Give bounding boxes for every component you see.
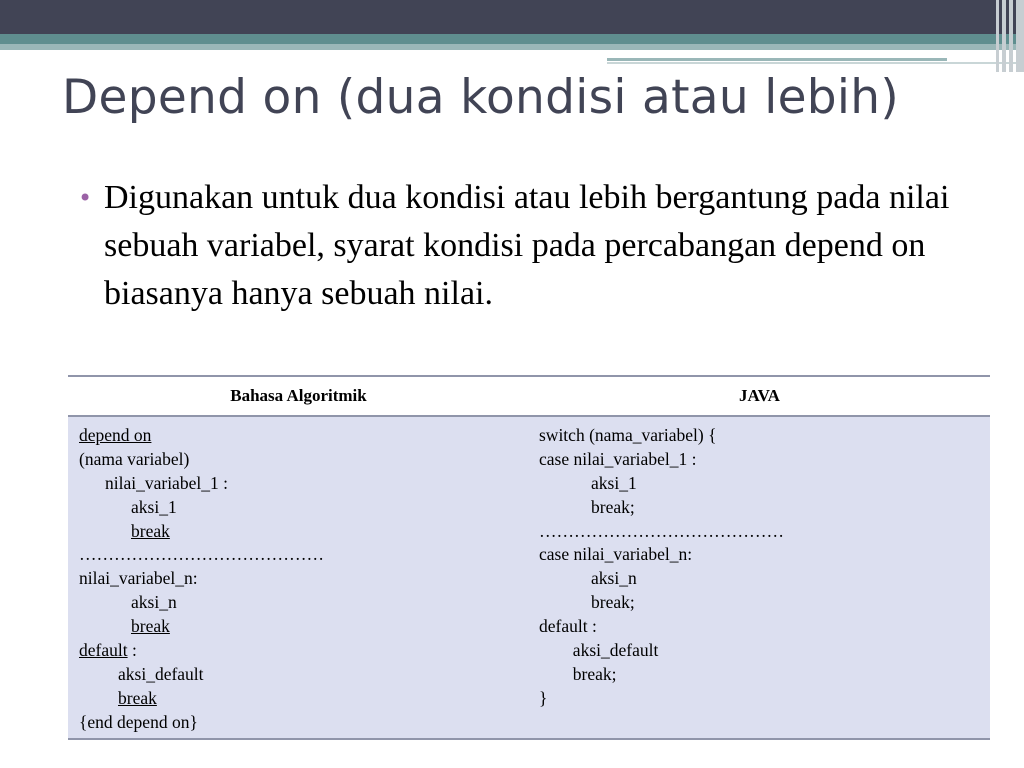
slide-title: Depend on (dua kondisi atau lebih) [62, 70, 900, 125]
java-code-line: aksi_1 [591, 472, 637, 493]
algoritmik-code-token: break [118, 687, 157, 708]
java-code-line: break; [572, 663, 617, 684]
algoritmik-code-line [79, 591, 519, 615]
algoritmik-code-token: default [79, 640, 128, 661]
algoritmik-code-line [79, 615, 519, 639]
algoritmik-code-token: aksi_n [131, 592, 177, 613]
algoritmik-code-token: {end depend on} [79, 711, 198, 732]
algoritmik-code-line [79, 543, 519, 567]
java-code-line: case nilai_variabel_n: [539, 544, 693, 565]
bullet-dot-icon: • [78, 184, 93, 212]
java-code-line: } [539, 687, 548, 708]
algoritmik-code-line [79, 567, 519, 591]
algoritmik-code-line [79, 496, 519, 520]
algoritmik-code-token: break [131, 616, 170, 637]
algoritmik-code-line [79, 520, 519, 544]
algoritmik-code-token: nilai_variabel_n: [79, 568, 198, 589]
java-code-line: aksi_n [591, 568, 637, 589]
algoritmik-code-token: (nama variabel) [79, 448, 190, 469]
table-header-algoritmik: Bahasa Algoritmik [230, 386, 367, 405]
algoritmik-code-line [79, 663, 519, 687]
algoritmik-code-line [79, 687, 519, 711]
algoritmik-code-line [79, 472, 519, 496]
header-stripes [996, 0, 1024, 72]
table-header-java: JAVA [739, 386, 780, 405]
algoritmik-code-line [79, 448, 519, 472]
java-code-line: switch (nama_variabel) { [539, 425, 717, 445]
bullet-text: Digunakan untuk dua kondisi atau lebih bergantung pada nilai sebuah variabel, syarat kondisi pada percabangan depend on biasanya hanya sebuah nilai. [104, 179, 950, 312]
java-code-line: aksi_default [572, 640, 659, 661]
algoritmik-code-token: aksi_default [118, 663, 204, 684]
header-bar [0, 0, 1024, 34]
algoritmik-code-line [79, 711, 519, 735]
algoritmik-code-token: depend on [79, 425, 152, 445]
header-accent-bar [0, 34, 1024, 44]
algoritmik-code-token: break [131, 520, 170, 541]
algoritmik-code-cell [79, 424, 519, 735]
java-code-line: break; [591, 592, 635, 613]
table-body-row [68, 417, 990, 740]
java-code-cell [539, 424, 979, 711]
java-code-line: default : [539, 616, 597, 637]
java-code-line: case nilai_variabel_1 : [539, 448, 697, 469]
java-code-line: break; [591, 496, 635, 517]
algoritmik-code-token: nilai_variabel_1 : [105, 472, 228, 493]
algoritmik-code-token: : [127, 640, 137, 661]
algoritmik-code-line [79, 424, 519, 448]
java-code-line: …………………………………… [539, 520, 784, 541]
algoritmik-code-token: aksi_1 [131, 496, 177, 517]
table-header-row [68, 375, 990, 417]
header-divider-line-2 [607, 62, 1017, 64]
header-accent-light-bar [0, 44, 1024, 50]
comparison-table [68, 375, 990, 738]
header-divider-line [607, 58, 947, 61]
algoritmik-code-token: …………………………………… [79, 544, 324, 565]
algoritmik-code-line [79, 639, 519, 663]
